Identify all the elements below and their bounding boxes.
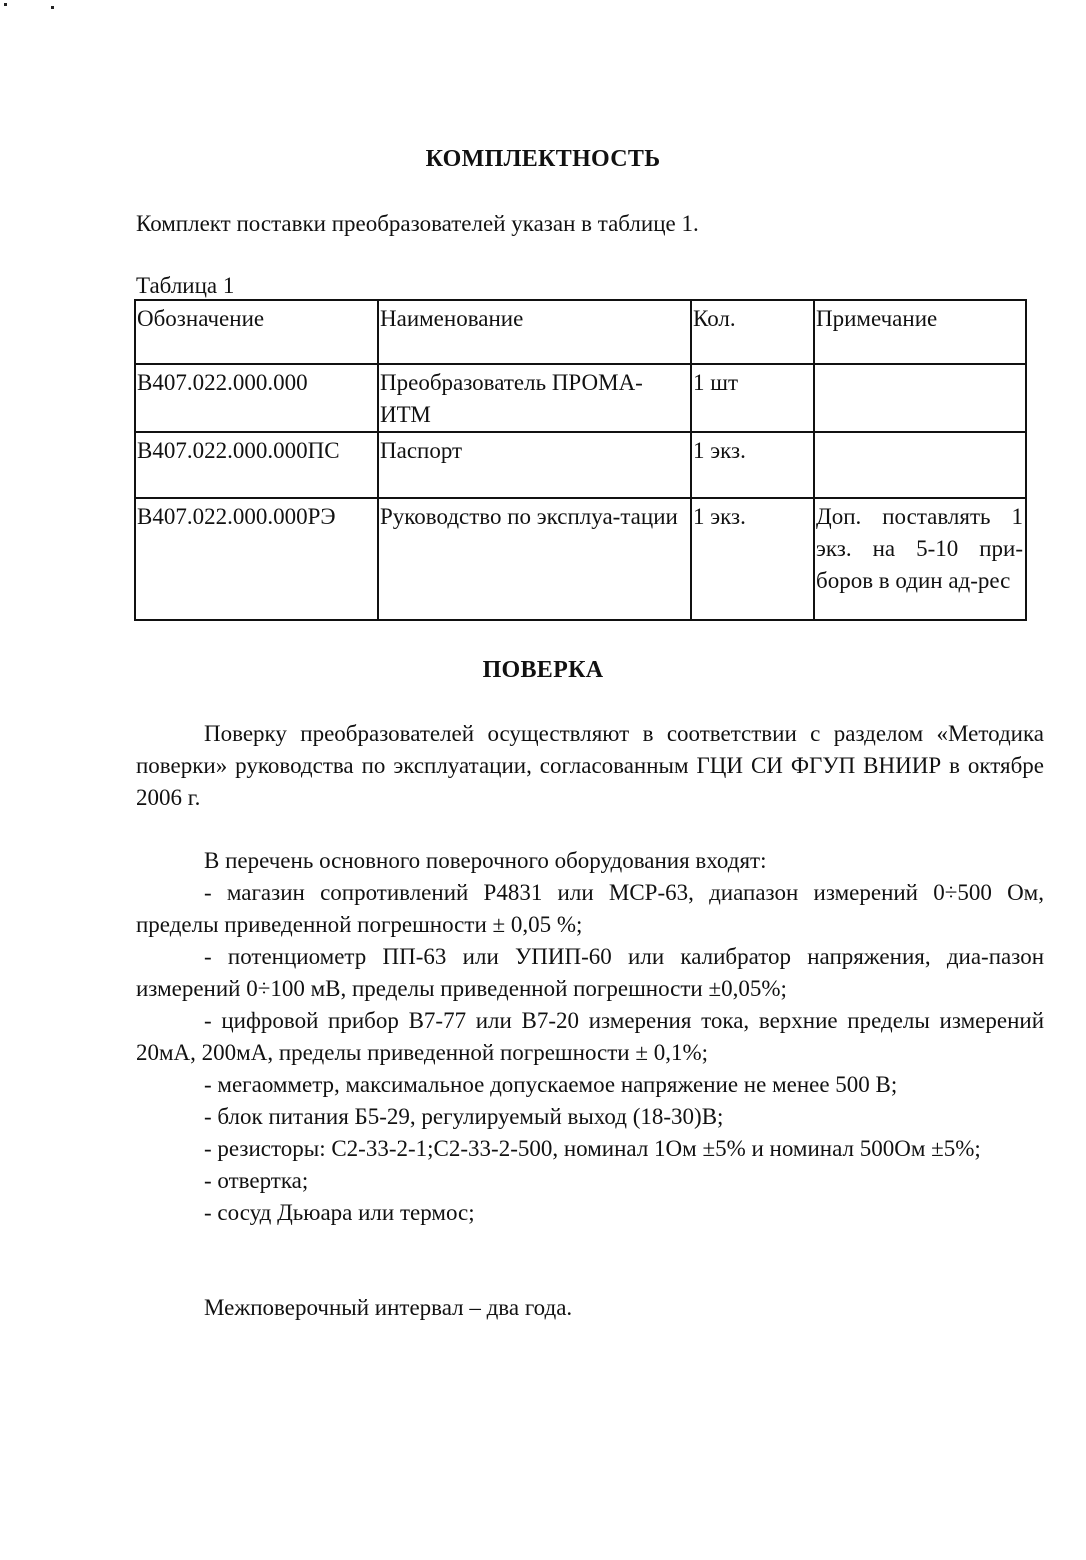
- cell-note: [814, 432, 1026, 498]
- header-qty: Кол.: [691, 300, 814, 364]
- table-header-row: [135, 300, 1026, 364]
- cell-name: Руководство по эксплуа-тации: [378, 498, 691, 620]
- table-row: [135, 364, 1026, 432]
- table-caption: Таблица 1: [136, 273, 235, 298]
- kit-table: [134, 299, 1027, 621]
- equipment-item: - отвертка;: [204, 1168, 309, 1193]
- completeness-intro: Комплект поставки преобразователей указан в таблице 1.: [136, 211, 699, 236]
- equipment-item: - цифровой прибор В7-77 или В7-20 измерения тока, верхние пределы измерений 20мА, 200мА, пределы приведенной погрешности ± 0,1%;: [136, 1008, 1044, 1065]
- cell-qty: 1 экз.: [691, 498, 814, 620]
- section-title-verification: ПОВЕРКА: [482, 657, 604, 683]
- header-name: Наименование: [378, 300, 691, 364]
- cell-designation: В407.022.000.000ПС: [135, 432, 378, 498]
- header-note: Примечание: [814, 300, 1026, 364]
- equipment-item: - резисторы: С2-33-2-1;С2-33-2-500, номинал 1Ом ±5% и номинал 500Ом ±5%;: [204, 1136, 981, 1161]
- cell-qty: 1 экз.: [691, 432, 814, 498]
- cell-designation: В407.022.000.000РЭ: [135, 498, 378, 620]
- equipment-list: [136, 877, 1044, 1229]
- cell-note: [814, 364, 1026, 432]
- table-row: [135, 432, 1026, 498]
- cell-note: Доп. поставлять 1 экз. на 5-10 при-боров в один ад-рес: [814, 498, 1026, 620]
- scan-speck: [4, 3, 7, 6]
- equipment-item: - магазин сопротивлений Р4831 или МСР-63, диапазон измерений 0÷500 Ом, пределы приведенной погрешности ± 0,05 %;: [136, 880, 1044, 937]
- equipment-item: - блок питания Б5-29, регулируемый выход (18-30)В;: [204, 1104, 724, 1129]
- verification-paragraph: Поверку преобразователей осуществляют в соответствии с разделом «Методика поверки» руководства по эксплуатации, согласованным ГЦИ СИ ФГУП ВНИИР в октябре 2006 г.: [136, 721, 1044, 810]
- cell-designation: В407.022.000.000: [135, 364, 378, 432]
- verification-interval: Межповерочный интервал – два года.: [204, 1295, 573, 1320]
- cell-name: Преобразователь ПРОМА-ИТМ: [378, 364, 691, 432]
- header-designation: Обозначение: [135, 300, 378, 364]
- scan-speck: [51, 6, 54, 9]
- equipment-intro: В перечень основного поверочного оборудования входят:: [204, 848, 767, 873]
- table-row: [135, 498, 1026, 620]
- equipment-item: - сосуд Дьюара или термос;: [204, 1200, 475, 1225]
- cell-qty: 1 шт: [691, 364, 814, 432]
- section-title-completeness: КОМПЛЕКТНОСТЬ: [425, 146, 661, 172]
- equipment-item: - потенциометр ПП-63 или УПИП-60 или калибратор напряжения, диа-пазон измерений 0÷100 мВ, пределы приведенной погрешности ±0,05%;: [136, 944, 1044, 1001]
- equipment-item: - мегаомметр, максимальное допускаемое напряжение не менее 500 В;: [204, 1072, 898, 1097]
- cell-name: Паспорт: [378, 432, 691, 498]
